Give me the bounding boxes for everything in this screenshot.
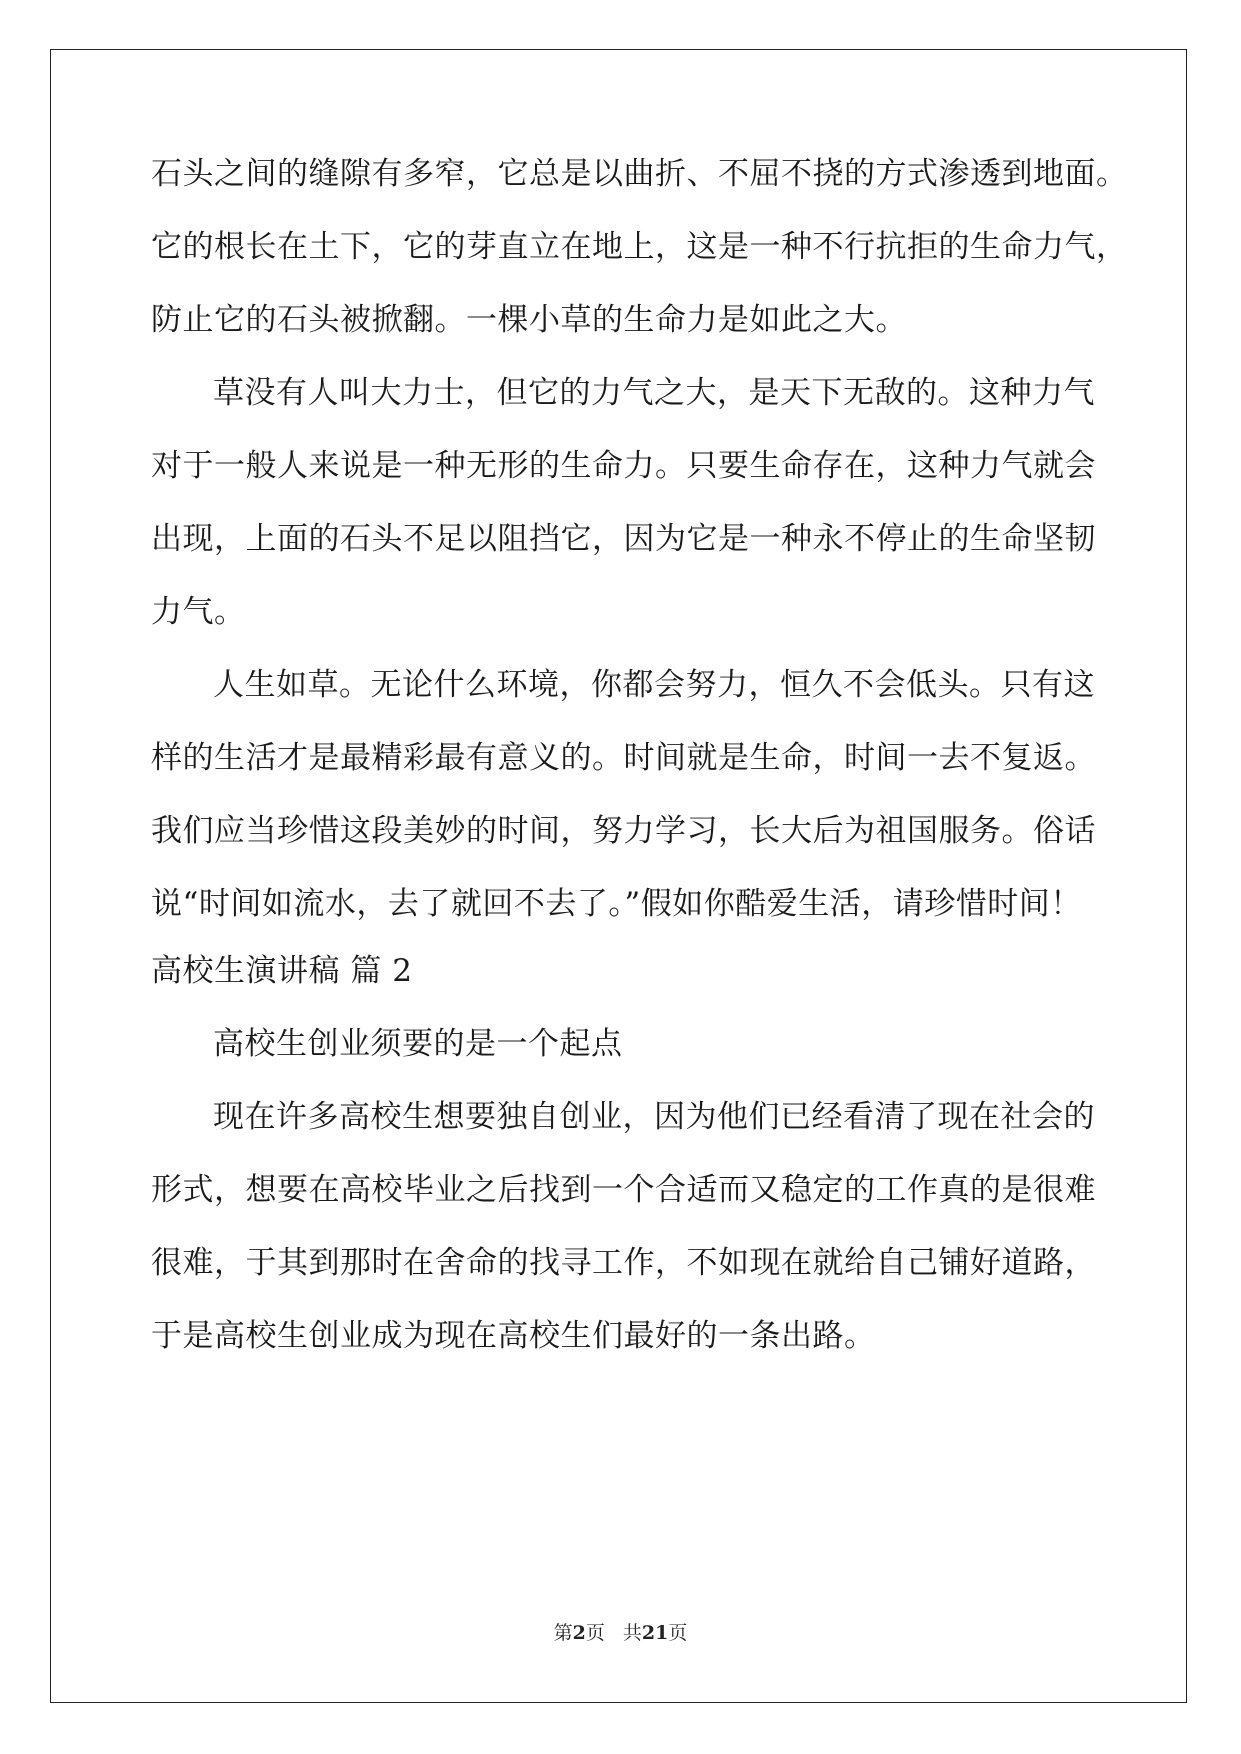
paragraph-line: 防止它的石头被掀翻。一棵小草的生命力是如此之大。 (151, 302, 907, 338)
page-border (50, 49, 1187, 1703)
section-heading: 高校生演讲稿 篇 2 (151, 953, 413, 989)
page-footer (0, 1621, 1241, 1645)
paragraph-line: 石头之间的缝隙有多窄，它总是以曲折、不屈不挠的方式渗透到地面。 (151, 156, 1128, 192)
paragraph-line: 人生如草。无论什么环境，你都会努力，恒久不会低头。只有这 (213, 667, 1095, 703)
paragraph-line: 说“时间如流水，去了就回不去了。”假如你酷爱生活，请珍惜时间！ (151, 886, 1082, 922)
page-suffix: 页 (585, 1622, 605, 1644)
paragraph-line: 我们应当珍惜这段美妙的时间，努力学习，长大后为祖国服务。俗话 (151, 813, 1096, 849)
paragraph-line: 很难，于其到那时在舍命的找寻工作，不如现在就给自己铺好道路， (151, 1245, 1096, 1281)
paragraph-line: 样的生活才是最精彩最有意义的。时间就是生命，时间一去不复返。 (151, 740, 1096, 776)
paragraph-line: 草没有人叫大力士，但它的力气之大，是天下无敌的。这种力气 (213, 375, 1095, 411)
paragraph-line: 现在许多高校生想要独自创业，因为他们已经看清了现在社会的 (213, 1099, 1095, 1135)
paragraph-line: 对于一般人来说是一种无形的生命力。只要生命存在，这种力气就会 (151, 448, 1096, 484)
page-number: 2 (572, 1622, 586, 1644)
paragraph-line: 出现，上面的石头不足以阻挡它，因为它是一种永不停止的生命坚韧 (151, 521, 1096, 557)
paragraph-line: 形式，想要在高校毕业之后找到一个合适而又稳定的工作真的是很难 (151, 1172, 1096, 1208)
total-prefix: 共 (622, 1622, 642, 1644)
paragraph-line: 它的根长在土下，它的芽直立在地上，这是一种不行抗拒的生命力气， (151, 229, 1128, 265)
paragraph-line: 于是高校生创业成为现在高校生们最好的一条出路。 (151, 1318, 876, 1354)
paragraph-line: 力气。 (151, 594, 246, 630)
page-total: 21 (641, 1622, 669, 1644)
total-suffix: 页 (668, 1622, 688, 1644)
section-subtitle: 高校生创业须要的是一个起点 (213, 1026, 623, 1062)
page-prefix: 第 (553, 1622, 573, 1644)
